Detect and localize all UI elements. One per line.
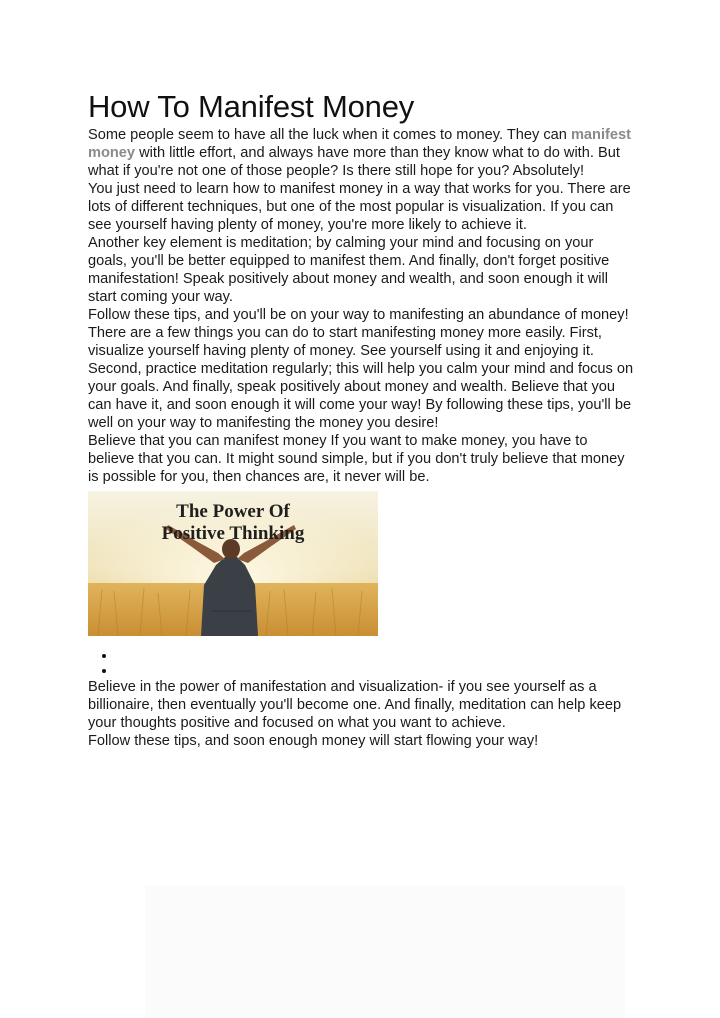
paragraph-visualization: You just need to learn how to manifest money in a way that works for you. There are lots of different techniques, but one of the most popular is visualization. If you can see yourself having plenty of money, you're more likely to achieve it. <box>88 181 631 233</box>
background-panel <box>145 885 625 1018</box>
empty-bullet-list <box>88 648 636 678</box>
paragraph-intro-text-start: Some people seem to have all the luck when it comes to money. They can <box>88 127 571 143</box>
image-title-line1: The Power Of <box>176 501 290 522</box>
paragraph-closing: Follow these tips, and soon enough money will start flowing your way! <box>88 733 539 749</box>
paragraph-intro-text-end: with little effort, and always have more than they know what to do with. But what if you're not one of those people? Is there still hope for you? Absolutely! <box>88 145 620 179</box>
article <box>88 0 636 750</box>
paragraph-meditation: Another key element is meditation; by calming your mind and focusing on your goals, you'll be better equipped to manifest them. And finally, don't forget positive manifestation! Speak positively about money and wealth, and soon enough it will start coming your way. <box>88 235 610 305</box>
positive-thinking-image <box>88 491 378 636</box>
image-title-line2: Positive Thinking <box>161 523 305 544</box>
list-item <box>98 663 636 678</box>
list-item <box>98 648 636 663</box>
paragraph-power-of-manifestation: Believe in the power of manifestation and visualization- if you see yourself as a billionaire, then eventually you'll become one. And finally, meditation can help keep your thoughts positive and focused on what you want to achieve. <box>88 679 622 731</box>
manifest-money-link[interactable]: manifest money <box>88 127 631 161</box>
paragraph-believe: Believe that you can manifest money If you want to make money, you have to believe that you can. It might sound simple, but if you don't truly believe that money is possible for you, then chances are, it never will be. <box>88 433 625 485</box>
paragraph-intro <box>88 126 636 180</box>
page-title: How To Manifest Money <box>88 89 415 124</box>
positive-thinking-illustration <box>88 491 378 636</box>
paragraph-tips: Follow these tips, and you'll be on your way to manifesting an abundance of money! There are a few things you can do to start manifesting money more easily. First, visualize yourself having plenty of money. See yourself using it and enjoying it. Second, practice meditation regularly; this will help you calm your mind and focus on your goals. And finally, speak positively about money and wealth. Believe that you can have it, and soon enough it will come your way! By following these tips, you'll be well on your way to manifesting the money you desire! <box>88 307 634 431</box>
